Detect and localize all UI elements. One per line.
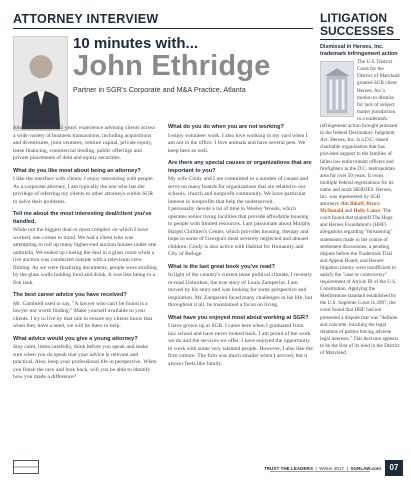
question: What have you enjoyed most about working at SGR? xyxy=(168,314,309,321)
interviewee-name: John Ethridge xyxy=(73,50,271,82)
question: Are there any special causes or organizations that are important to you? xyxy=(168,160,312,174)
answer: I enjoy volunteer work. I also love working in my yard when I am not in the office. I love animals and have several pets. We keep bees as well. xyxy=(168,132,308,154)
question: What is the last great book you've read? xyxy=(168,263,276,270)
issue: Winter 2017 xyxy=(319,466,345,471)
interview-column-right xyxy=(168,124,313,382)
answer: I have grown up at SGR. I came here when I graduated from law school and have never looked back. I am proud of the work we do and the services we offer. I have enjoyed the opportunity to work with some very talented people. However, I also like the firm culture. The firm was much smaller when I arrived, but it always feels like family. xyxy=(168,323,313,367)
question: What do you like most about being an attorney? xyxy=(13,167,141,174)
answer: I like the interface with clients. I enjoy interacting with people. As a corporate attorney, I am typically the one who has the privilege of referring my clients to other attorneys within SGR to solve their problems. xyxy=(13,176,155,205)
answer: In light of the country's current tense political climate, I recently re-read Unbroken, the true story of Louis Zamperini. I am moved by his story and was looking for some perspective and inspiration. Mr. Zamperini faced many challenges in his life, but throughout it all, he maintained a focus on living. xyxy=(168,272,313,308)
question: The best career advice you have received? xyxy=(13,292,127,298)
attorney-link[interactable]: Jim Bikoff xyxy=(340,201,364,208)
question: Tell me about the most interesting deal/client you've handled. xyxy=(13,211,152,225)
footer xyxy=(0,458,411,480)
text: , xyxy=(363,201,367,208)
attorney-link[interactable]: Holly Lance xyxy=(353,208,381,215)
sgr-logo xyxy=(13,460,39,474)
footer-tagline: TRUST THE LEADERS | Winter 2017 | SGRLAW.com xyxy=(263,466,381,471)
sidebar-subtitle: Dismissal in Heroes, Inc. trademark infringement action xyxy=(320,44,398,57)
sidebar xyxy=(320,12,400,357)
answer: Stay calm, listen carefully, think before you speak and make sure when you do speak that your advice is relevant and practical. Also, keep your professional life in perspective. When you finish the race and look back, will you be able to identify how you made a difference? xyxy=(13,344,157,380)
interviewee-role: Partner in SGR's Corporate and M&A Practice, Atlanta xyxy=(73,85,246,94)
portrait-photo xyxy=(13,36,68,131)
intro-paragraph: John has more than 25 years' experience advising clients across a wide variety of business transactions, including acquisitions and divestitures, joint ventures, venture capital, private equity, lease financing, commercial lending, public offerings and private placements of debt and equity securities. xyxy=(13,125,155,161)
sidebar-title: LITIGATION SUCCESSES xyxy=(320,12,400,40)
answer: Mr. Gambrell used to say, "A lawyer who can't be found is a lawyer not worth finding." Make yourself available to your clients. I try to live by that rule to ensure my clients know that when they have a need, we will be there to help. xyxy=(13,300,153,329)
kicker: 10 minutes with... xyxy=(73,35,199,52)
attorney-link[interactable]: Bruce McDonald xyxy=(320,201,380,215)
answer: My wife Cindy and I are committed to a number of causes and serve on many boards for organizations that are related to our schools, church and nonprofit community. We have particular interest in nonprofits that help the underserved. I personally devote a lot of time to Wesley Woods, which operates senior living facilities that provide affordable housing to people with limited resources. I am passionate about Murphy Harpst Children's Center, which provides housing, therapy and hope to some of Georgia's most severely neglected and abused children. Cindy is also active with Habitat for Humanity and City of Refuge. xyxy=(168,176,311,257)
answer: While not the biggest deal or most complex on which I have worked, one comes to mind. We had a client who was attempting to roll up many higher-end auction houses under one umbrella. We ended up closing the deal in a glass room while a live auction was conducted outside with a television crew filming. As we were finalizing documents, people were strolling by the glass walls holding food and drink. It was like being in a fish tank. xyxy=(13,227,157,286)
interview-columns xyxy=(13,124,313,382)
sidebar-paragraph-2: Heroes, Inc. is a D.C.-based charitable organization that has provided support to the families of fallen law enforcement officers and firefighters in the D.C. metropolitan area for over 50 years. It owns multiple federal registrations for its name and mark HEROES. xyxy=(320,137,395,193)
page-number: 07 xyxy=(385,460,403,476)
tagline: TRUST THE LEADERS xyxy=(263,466,313,471)
portrait-icon xyxy=(14,37,67,130)
text: Heroes, Inc. was represented by SGR attorneys xyxy=(320,186,393,208)
sidebar-body xyxy=(320,59,400,357)
sidebar-paragraph-1: The U.S. District Court for the District of Maryland granted SGR client Heroes, Inc.'s motion to dismiss for lack of subject matter jurisdiction in a trademark infringement action brought pursuant to the federal Declaratory Judgment Act. xyxy=(320,59,400,144)
question: What advice would you give a young attorney? xyxy=(13,335,138,342)
main-column xyxy=(13,12,313,94)
footer-rule xyxy=(270,471,370,472)
sidebar-paragraph-3 xyxy=(320,187,400,356)
section-heading: ATTORNEY INTERVIEW xyxy=(13,12,313,29)
sidebar-photo xyxy=(320,61,354,117)
question: What do you do when you are not working? xyxy=(168,124,284,130)
text: and xyxy=(343,208,354,215)
text: . The court found that plaintiff The Hogs and Heroes Foundation's (HHF) allegations regarding "threatening" statements made in the course of settlement discussions, a pending dispute before the Trademark Trial and Appeal Board, and Heroes' litigation history were insufficient to satisfy the "case or controversy" requirement of Article III of the U.S. Constitution. Applying the Medimmune standard established by the U.S. Supreme Court in 2007, the court found that HHF had not presented a dispute that was "definite and concrete, touching the legal relations of parties having adverse legal interests." This decision appears to be the first of its kind in the District of Maryland. xyxy=(320,208,400,357)
building-icon xyxy=(321,62,353,116)
website-link[interactable]: SGRLAW.com xyxy=(350,466,381,471)
interview-column-left xyxy=(13,124,158,382)
